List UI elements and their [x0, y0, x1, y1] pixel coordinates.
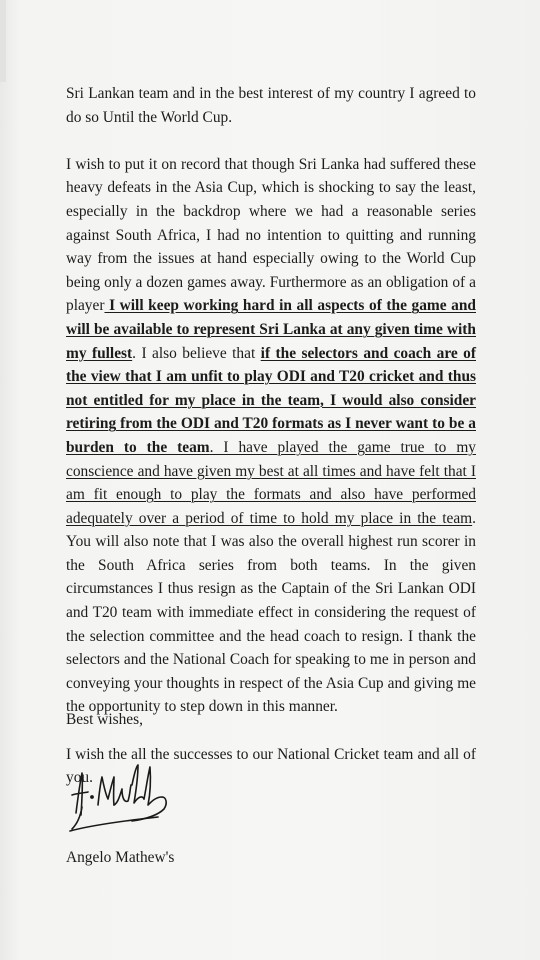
- paragraph-main-text-3: . You will also note that I was also the overall highest run scorer in the South Africa series from both teams. In the given circumstances I thus resign as the Captain of the Sri Lankan ODI and T20 team with immediate effect in considering the request of the selection committee and the head coach to resign. I thank the selectors and the National Coach for speaking to me in person and conveying your thoughts in respect of the Asia Cup and giving me the opportunity to step down in this manner.: [66, 509, 476, 716]
- paragraph-intro: Sri Lankan team and in the best interest of my country I agreed to do so Until the World Cup.: [66, 85, 476, 126]
- paragraph-wishes: I wish the all the successes to our National Cricket team and all of you.: [66, 745, 476, 787]
- closing-salutation: Best wishes,: [66, 711, 143, 728]
- letter-body: [66, 82, 476, 790]
- bold-underlined-retirement: if the selectors and coach are of the view that I am unfit to play ODI and T20 cricket and thus not entitled for my place in the team, I would also consider retiring from the ODI and T20 formats as I never want to be a burden to the team: [66, 344, 476, 456]
- handwritten-signature: [62, 755, 182, 835]
- paragraph-main-text-2: . I also believe that: [132, 344, 261, 362]
- paragraph-main-text-1: I wish to put it on record that though Sri Lanka had suffered these heavy defeats in the Asia Cup, which is shocking to say the least, especially in the backdrop where we had a reasonable series against South Africa, I had no intention to quitting and running way from the issues at hand especially owing to the World Cup being only a dozen games away. Furthermore as an obligation of a player: [66, 155, 476, 315]
- underlined-statement: . I have played the game true to my conscience and have given my best at all times and have felt that I am fit enough to play the formats and also have performed adequately over a period of time to hold my place in the team: [66, 438, 476, 527]
- signatory-name: Angelo Mathew's: [66, 849, 175, 866]
- paragraph-main: [66, 153, 476, 719]
- paragraph-gap: [66, 129, 476, 153]
- page-edge-shadow: [0, 0, 6, 82]
- bold-underlined-commitment: I will keep working hard in all aspects of the game and will be available to represent Sri Lanka at any given time with my fullest: [66, 297, 476, 362]
